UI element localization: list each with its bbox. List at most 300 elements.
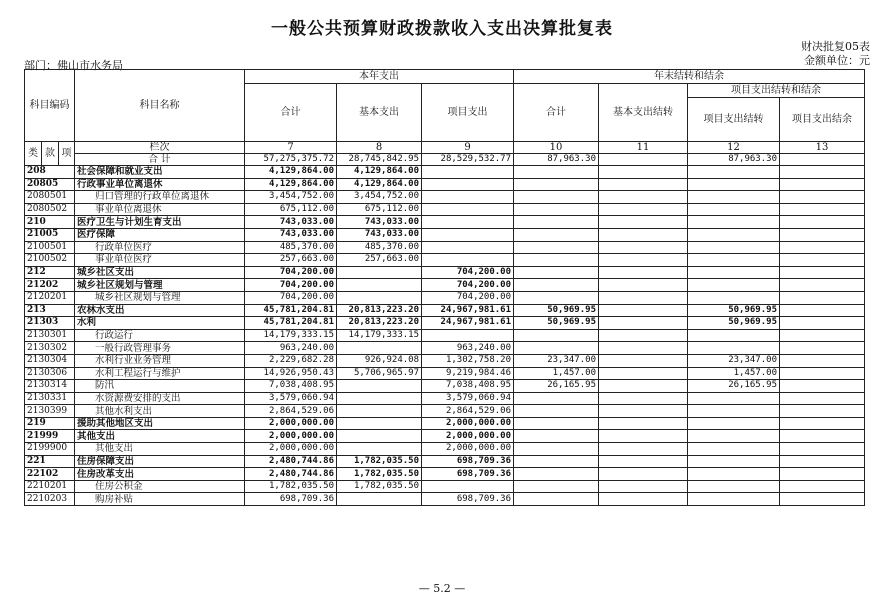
cell-project (422, 191, 514, 204)
table-row (25, 468, 865, 481)
cell-carry-basic (599, 367, 688, 380)
subject-name: 水利 (75, 317, 245, 330)
cell-total: 3,579,060.94 (245, 392, 337, 405)
cell-project-balance (780, 417, 865, 430)
subject-name: 行政运行 (75, 329, 245, 342)
cell-project-carry: 50,969.95 (688, 317, 780, 330)
cell-carry-basic (599, 279, 688, 292)
cell-total: 2,864,529.06 (245, 405, 337, 418)
cell-total: 45,781,204.81 (245, 317, 337, 330)
cell-project-carry: 1,457.00 (688, 367, 780, 380)
cell-project-balance (780, 279, 865, 292)
cell-carry-total (514, 468, 599, 481)
cell-carry-basic (599, 291, 688, 304)
cell-project-carry (688, 493, 780, 506)
cell-total: 2,480,744.86 (245, 455, 337, 468)
subject-code: 2130304 (25, 354, 75, 367)
cell-basic (337, 291, 422, 304)
cell-carry-total (514, 228, 599, 241)
subject-code: 21303 (25, 317, 75, 330)
cell-carry-basic (599, 417, 688, 430)
cell-total: 2,480,744.86 (245, 468, 337, 481)
cell-carry-total: 50,969.95 (514, 304, 599, 317)
cell-carry-basic (599, 241, 688, 254)
cell-carry-basic (599, 455, 688, 468)
cell-project-balance (780, 380, 865, 393)
subject-name: 行政事业单位离退休 (75, 178, 245, 191)
cell-carry-basic (599, 430, 688, 443)
cell-project: 24,967,981.61 (422, 304, 514, 317)
cell-carry-basic (599, 480, 688, 493)
cell-project-carry (688, 468, 780, 481)
header-kuan: 款 (42, 142, 59, 166)
table-row (25, 405, 865, 418)
cell-carry-total (514, 405, 599, 418)
subject-code: 208 (25, 166, 75, 179)
cell-basic (337, 493, 422, 506)
cell-basic (337, 342, 422, 355)
total-project-carry: 87,963.30 (688, 154, 780, 166)
subject-code: 2210201 (25, 480, 75, 493)
cell-total: 743,033.00 (245, 216, 337, 229)
subject-name: 城乡社区支出 (75, 266, 245, 279)
subject-code: 2130331 (25, 392, 75, 405)
header-name: 科目名称 (75, 70, 245, 142)
total-carry-basic (599, 154, 688, 166)
cell-carry-total (514, 493, 599, 506)
cell-carry-total (514, 455, 599, 468)
subject-name: 住房公积金 (75, 480, 245, 493)
header-total: 合计 (245, 84, 337, 142)
subject-code: 2100502 (25, 254, 75, 267)
col-num-7: 7 (245, 142, 337, 154)
cell-basic: 743,033.00 (337, 216, 422, 229)
cell-carry-total (514, 443, 599, 456)
subject-name: 住房改革支出 (75, 468, 245, 481)
cell-carry-total (514, 417, 599, 430)
subject-name: 水资源费安排的支出 (75, 392, 245, 405)
cell-project-balance (780, 241, 865, 254)
cell-carry-total (514, 241, 599, 254)
header-carry-basic: 基本支出结转 (599, 84, 688, 142)
subject-name: 城乡社区规划与管理 (75, 279, 245, 292)
subject-code: 2210203 (25, 493, 75, 506)
header-project-carry-group: 项目支出结转和结余 (688, 84, 865, 98)
cell-project-balance (780, 354, 865, 367)
cell-project-carry: 50,969.95 (688, 304, 780, 317)
cell-basic: 743,033.00 (337, 228, 422, 241)
subject-name: 医疗保障 (75, 228, 245, 241)
cell-project: 24,967,981.61 (422, 317, 514, 330)
subject-name: 城乡社区规划与管理 (75, 291, 245, 304)
subject-name: 水利行业业务管理 (75, 354, 245, 367)
subject-name: 事业单位医疗 (75, 254, 245, 267)
cell-basic (337, 430, 422, 443)
cell-project-carry (688, 203, 780, 216)
cell-project-carry (688, 405, 780, 418)
cell-total: 704,200.00 (245, 291, 337, 304)
cell-carry-basic (599, 443, 688, 456)
cell-project-balance (780, 291, 865, 304)
cell-project-carry: 23,347.00 (688, 354, 780, 367)
cell-project-carry (688, 430, 780, 443)
cell-total: 3,454,752.00 (245, 191, 337, 204)
subject-code: 21202 (25, 279, 75, 292)
cell-carry-basic (599, 493, 688, 506)
cell-project-balance (780, 493, 865, 506)
cell-total: 2,000,000.00 (245, 443, 337, 456)
subject-code: 21999 (25, 430, 75, 443)
cell-total: 4,129,864.00 (245, 178, 337, 191)
cell-carry-total: 23,347.00 (514, 354, 599, 367)
cell-project-carry (688, 342, 780, 355)
cell-project-balance (780, 342, 865, 355)
cell-project: 704,200.00 (422, 279, 514, 292)
table-row (25, 380, 865, 393)
cell-basic (337, 392, 422, 405)
cell-total: 704,200.00 (245, 279, 337, 292)
cell-carry-total: 1,457.00 (514, 367, 599, 380)
page-number: — 5.2 — (418, 582, 466, 595)
department-label: 部门：佛山市水务局 (24, 59, 123, 72)
cell-project-balance (780, 405, 865, 418)
table-row (25, 254, 865, 267)
cell-basic: 4,129,864.00 (337, 166, 422, 179)
cell-project-balance (780, 216, 865, 229)
subject-name: 购房补贴 (75, 493, 245, 506)
subject-code: 21005 (25, 228, 75, 241)
cell-basic: 675,112.00 (337, 203, 422, 216)
subject-name: 其他支出 (75, 430, 245, 443)
cell-basic: 1,782,035.50 (337, 480, 422, 493)
cell-carry-basic (599, 266, 688, 279)
cell-total: 963,240.00 (245, 342, 337, 355)
table-row (25, 329, 865, 342)
cell-project: 1,302,758.20 (422, 354, 514, 367)
cell-carry-total (514, 178, 599, 191)
cell-total: 14,179,333.15 (245, 329, 337, 342)
header-lanci: 栏次 (75, 142, 245, 154)
cell-project: 2,000,000.00 (422, 430, 514, 443)
cell-project: 9,219,984.46 (422, 367, 514, 380)
cell-project-carry (688, 417, 780, 430)
cell-total: 2,000,000.00 (245, 430, 337, 443)
cell-basic: 926,924.08 (337, 354, 422, 367)
cell-project-carry: 26,165.95 (688, 380, 780, 393)
table-row (25, 417, 865, 430)
cell-basic: 1,782,035.50 (337, 455, 422, 468)
cell-project-balance (780, 228, 865, 241)
total-carry-total: 87,963.30 (514, 154, 599, 166)
table-row (25, 304, 865, 317)
cell-project: 2,864,529.06 (422, 405, 514, 418)
subject-name: 行政单位医疗 (75, 241, 245, 254)
subject-code: 213 (25, 304, 75, 317)
header-project-carry: 项目支出结转 (688, 98, 780, 142)
subject-name: 医疗卫生与计划生育支出 (75, 216, 245, 229)
table-row (25, 216, 865, 229)
cell-project (422, 480, 514, 493)
cell-carry-basic (599, 329, 688, 342)
total-project: 28,529,532.77 (422, 154, 514, 166)
subject-code: 219 (25, 417, 75, 430)
table-row (25, 266, 865, 279)
cell-basic: 1,782,035.50 (337, 468, 422, 481)
cell-project-balance (780, 443, 865, 456)
table-row (25, 342, 865, 355)
cell-carry-total: 26,165.95 (514, 380, 599, 393)
col-num-8: 8 (337, 142, 422, 154)
table-row (25, 354, 865, 367)
cell-carry-basic (599, 166, 688, 179)
col-num-10: 10 (514, 142, 599, 154)
cell-project-balance (780, 329, 865, 342)
subject-code: 2130301 (25, 329, 75, 342)
cell-project: 698,709.36 (422, 493, 514, 506)
cell-total: 4,129,864.00 (245, 166, 337, 179)
col-num-11: 11 (599, 142, 688, 154)
cell-carry-basic (599, 203, 688, 216)
cell-carry-total (514, 329, 599, 342)
header-project: 项目支出 (422, 84, 514, 142)
table-row (25, 228, 865, 241)
cell-project (422, 216, 514, 229)
cell-total: 2,229,682.28 (245, 354, 337, 367)
subject-code: 2130302 (25, 342, 75, 355)
cell-project-carry (688, 216, 780, 229)
table-row (25, 430, 865, 443)
cell-carry-total (514, 279, 599, 292)
cell-project-balance (780, 367, 865, 380)
total-project-balance (780, 154, 865, 166)
total-total: 57,275,375.72 (245, 154, 337, 166)
table-row (25, 392, 865, 405)
subject-name: 防汛 (75, 380, 245, 393)
cell-project (422, 254, 514, 267)
subject-code: 2080502 (25, 203, 75, 216)
cell-project-carry (688, 291, 780, 304)
cell-project-carry (688, 329, 780, 342)
cell-total: 14,926,950.43 (245, 367, 337, 380)
table-row (25, 203, 865, 216)
cell-project-balance (780, 455, 865, 468)
cell-carry-total (514, 291, 599, 304)
cell-project: 7,038,408.95 (422, 380, 514, 393)
cell-project (422, 166, 514, 179)
cell-project-balance (780, 392, 865, 405)
cell-project-carry (688, 191, 780, 204)
subject-name: 其他水利支出 (75, 405, 245, 418)
table-row (25, 241, 865, 254)
cell-carry-basic (599, 392, 688, 405)
cell-carry-total (514, 480, 599, 493)
cell-project (422, 203, 514, 216)
cell-project-balance (780, 266, 865, 279)
cell-project (422, 228, 514, 241)
table-row (25, 455, 865, 468)
cell-total: 45,781,204.81 (245, 304, 337, 317)
cell-project (422, 178, 514, 191)
cell-total: 1,782,035.50 (245, 480, 337, 493)
cell-basic (337, 266, 422, 279)
subject-code: 2130399 (25, 405, 75, 418)
cell-carry-basic (599, 317, 688, 330)
cell-project-balance (780, 480, 865, 493)
table-row (25, 443, 865, 456)
table-row (25, 279, 865, 292)
cell-project-carry (688, 266, 780, 279)
cell-total: 257,663.00 (245, 254, 337, 267)
subject-code: 212 (25, 266, 75, 279)
cell-basic (337, 279, 422, 292)
cell-project-balance (780, 468, 865, 481)
amount-unit: 金额单位：元 (804, 54, 870, 67)
cell-basic (337, 443, 422, 456)
cell-project (422, 329, 514, 342)
table-row (25, 317, 865, 330)
cell-carry-basic (599, 191, 688, 204)
cell-total: 485,370.00 (245, 241, 337, 254)
cell-project: 963,240.00 (422, 342, 514, 355)
cell-carry-total (514, 254, 599, 267)
subject-name: 事业单位离退休 (75, 203, 245, 216)
cell-basic: 5,706,965.97 (337, 367, 422, 380)
cell-project-carry (688, 279, 780, 292)
subject-name: 一般行政管理事务 (75, 342, 245, 355)
cell-project-carry (688, 392, 780, 405)
cell-project-carry (688, 254, 780, 267)
table-row (25, 178, 865, 191)
table-body (25, 166, 865, 506)
cell-carry-total (514, 216, 599, 229)
header-code: 科目编码 (25, 70, 75, 142)
subject-code: 2130314 (25, 380, 75, 393)
cell-project-balance (780, 304, 865, 317)
cell-basic: 257,663.00 (337, 254, 422, 267)
cell-project-carry (688, 166, 780, 179)
cell-project: 698,709.36 (422, 468, 514, 481)
cell-carry-total (514, 166, 599, 179)
cell-project-balance (780, 317, 865, 330)
cell-carry-total (514, 342, 599, 355)
header-lei: 类 (25, 142, 42, 166)
table-row (25, 291, 865, 304)
cell-total: 675,112.00 (245, 203, 337, 216)
subject-code: 2100501 (25, 241, 75, 254)
subject-name: 社会保障和就业支出 (75, 166, 245, 179)
subject-name: 其他支出 (75, 443, 245, 456)
header-carry-total: 合计 (514, 84, 599, 142)
cell-carry-basic (599, 178, 688, 191)
subject-code: 210 (25, 216, 75, 229)
cell-carry-total (514, 191, 599, 204)
subject-name: 归口管理的行政单位离退休 (75, 191, 245, 204)
cell-carry-basic (599, 228, 688, 241)
cell-carry-basic (599, 304, 688, 317)
total-basic: 28,745,842.95 (337, 154, 422, 166)
cell-project-carry (688, 228, 780, 241)
table-row (25, 493, 865, 506)
cell-project-balance (780, 191, 865, 204)
cell-project: 704,200.00 (422, 291, 514, 304)
subject-name: 住房保障支出 (75, 455, 245, 468)
cell-basic (337, 405, 422, 418)
cell-carry-total (514, 266, 599, 279)
col-num-12: 12 (688, 142, 780, 154)
approval-table (24, 69, 865, 506)
cell-project: 3,579,060.94 (422, 392, 514, 405)
header-current-year: 本年支出 (245, 70, 514, 84)
table-row (25, 367, 865, 380)
cell-basic: 20,813,223.20 (337, 304, 422, 317)
cell-project (422, 241, 514, 254)
cell-project-carry (688, 443, 780, 456)
subject-code: 2199900 (25, 443, 75, 456)
cell-project: 2,000,000.00 (422, 443, 514, 456)
header-project-balance: 项目支出结余 (780, 98, 865, 142)
subject-code: 2080501 (25, 191, 75, 204)
cell-project: 2,000,000.00 (422, 417, 514, 430)
cell-total: 2,000,000.00 (245, 417, 337, 430)
cell-carry-basic (599, 254, 688, 267)
cell-carry-total (514, 203, 599, 216)
header-year-end-carry: 年末结转和结余 (514, 70, 865, 84)
col-num-13: 13 (780, 142, 865, 154)
cell-project-balance (780, 254, 865, 267)
cell-project-carry (688, 241, 780, 254)
cell-basic (337, 380, 422, 393)
cell-total: 704,200.00 (245, 266, 337, 279)
cell-total: 698,709.36 (245, 493, 337, 506)
cell-basic: 14,179,333.15 (337, 329, 422, 342)
table-code: 财决批复05表 (801, 40, 870, 53)
cell-carry-basic (599, 405, 688, 418)
cell-basic: 20,813,223.20 (337, 317, 422, 330)
subject-name: 水利工程运行与维护 (75, 367, 245, 380)
cell-basic (337, 417, 422, 430)
cell-project-carry (688, 480, 780, 493)
page-title: 一般公共预算财政拨款收入支出决算批复表 (271, 19, 613, 39)
cell-project-carry (688, 455, 780, 468)
cell-project-balance (780, 430, 865, 443)
table-row (25, 166, 865, 179)
cell-carry-total (514, 430, 599, 443)
total-label: 合 计 (75, 154, 245, 166)
cell-project-carry (688, 178, 780, 191)
cell-total: 743,033.00 (245, 228, 337, 241)
cell-basic: 485,370.00 (337, 241, 422, 254)
cell-project-balance (780, 178, 865, 191)
subject-code: 22102 (25, 468, 75, 481)
cell-project: 704,200.00 (422, 266, 514, 279)
subject-code: 221 (25, 455, 75, 468)
table-row (25, 191, 865, 204)
cell-project-balance (780, 203, 865, 216)
subject-code: 2130306 (25, 367, 75, 380)
cell-carry-total (514, 392, 599, 405)
cell-carry-total: 50,969.95 (514, 317, 599, 330)
subject-name: 农林水支出 (75, 304, 245, 317)
col-num-9: 9 (422, 142, 514, 154)
table-row (25, 480, 865, 493)
header-xiang: 项 (59, 142, 75, 166)
subject-code: 20805 (25, 178, 75, 191)
subject-code: 2120201 (25, 291, 75, 304)
cell-basic: 4,129,864.00 (337, 178, 422, 191)
cell-carry-basic (599, 342, 688, 355)
cell-carry-basic (599, 468, 688, 481)
cell-carry-basic (599, 216, 688, 229)
